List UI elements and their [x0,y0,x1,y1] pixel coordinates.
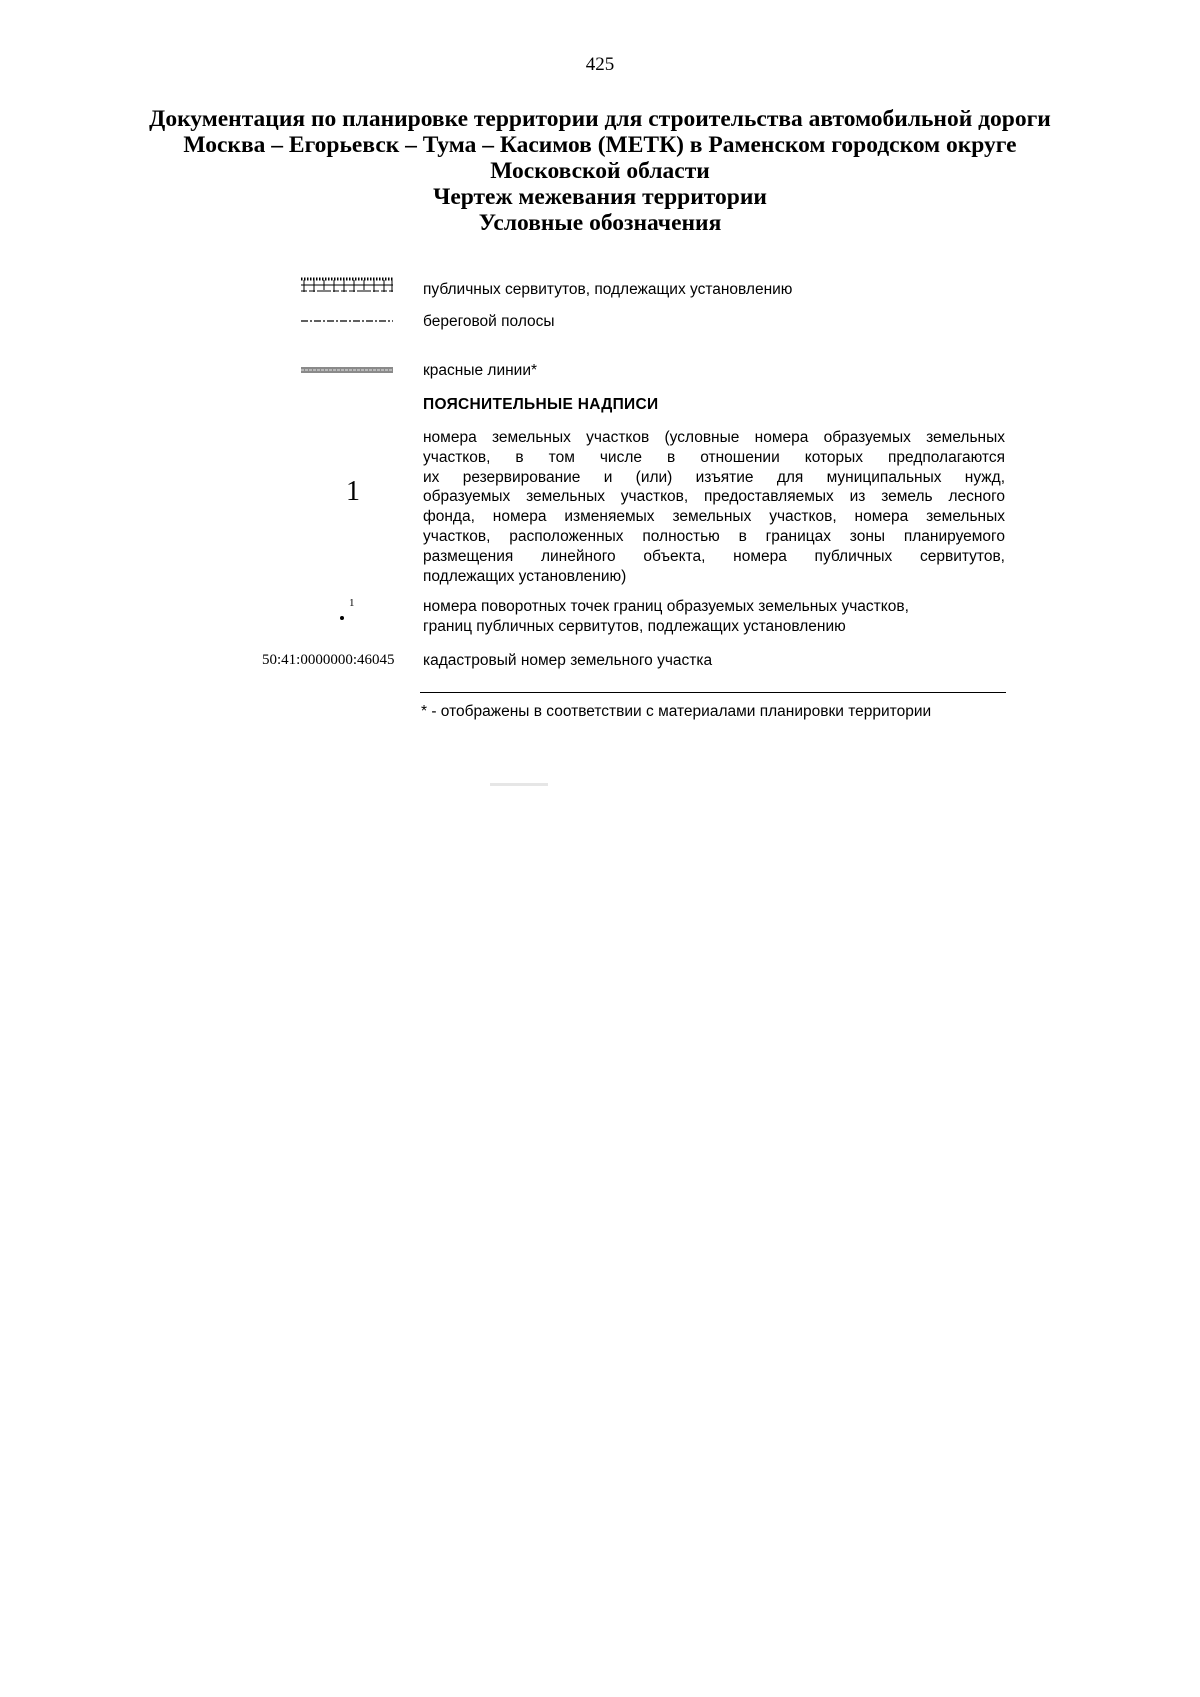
footnote: * - отображены в соответствии с материалами планировки территории [421,703,932,720]
turning-point-dot-icon [340,616,344,620]
title-line-2: Москва – Егорьевск – Тума – Касимов (МЕТК) в Раменском городском округе [183,132,1017,158]
title-line-5: Условные обозначения [478,210,722,236]
parcel-number-symbol: 1 [346,476,360,507]
footnote-divider [420,692,1006,693]
legend-label-red-lines: красные линии* [423,362,538,379]
parcel-desc-line: участков, расположенных полностью в границах зоны планируемого [423,527,1005,545]
page-number: 425 [585,54,615,75]
title-line-1: Документация по планировке территории для строительства автомобильной дороги [149,106,1051,132]
parcel-desc-line: номера земельных участков (условные номера образуемых земельных [423,429,1005,446]
legend-label-servitudes: публичных сервитутов, подлежащих установлению [423,281,793,298]
parcel-desc-line: участков, в том числе в отношении которых предполагаются [423,448,1005,466]
document-title [100,106,1100,236]
cadastral-number-label: кадастровый номер земельного участка [423,652,713,669]
turning-point-line-1: номера поворотных точек границ образуемых земельных участков, [423,598,909,615]
turning-point-number: 1 [349,597,355,609]
explanatory-heading: ПОЯСНИТЕЛЬНЫЕ НАДПИСИ [423,396,659,413]
parcel-desc-line: подлежащих установлению) [423,567,627,585]
turning-point-line-2: границ публичных сервитутов, подлежащих установлению [423,618,846,635]
red-line-icon [300,366,395,374]
parcel-desc-line: образуемых земельных участков, предоставляемых из земель лесного [423,488,1005,506]
parcel-desc-line: их резервирование и (или) изъятие для муниципальных нужд, [423,468,1005,486]
hatched-line-icon [300,276,395,294]
scan-artifact [490,783,548,786]
dashed-line-icon [300,318,395,324]
cadastral-number-example: 50:41:0000000:46045 [262,652,395,668]
title-line-4: Чертеж межевания территории [433,184,767,210]
legend-label-shoreline: береговой полосы [423,313,555,330]
parcel-desc-line: размещения линейного объекта, номера публичных сервитутов, [423,547,1005,565]
title-line-3: Московской области [490,158,710,184]
parcel-desc-line: фонда, номера изменяемых земельных участков, номера земельных [423,508,1005,526]
parcel-number-description [423,428,1005,586]
